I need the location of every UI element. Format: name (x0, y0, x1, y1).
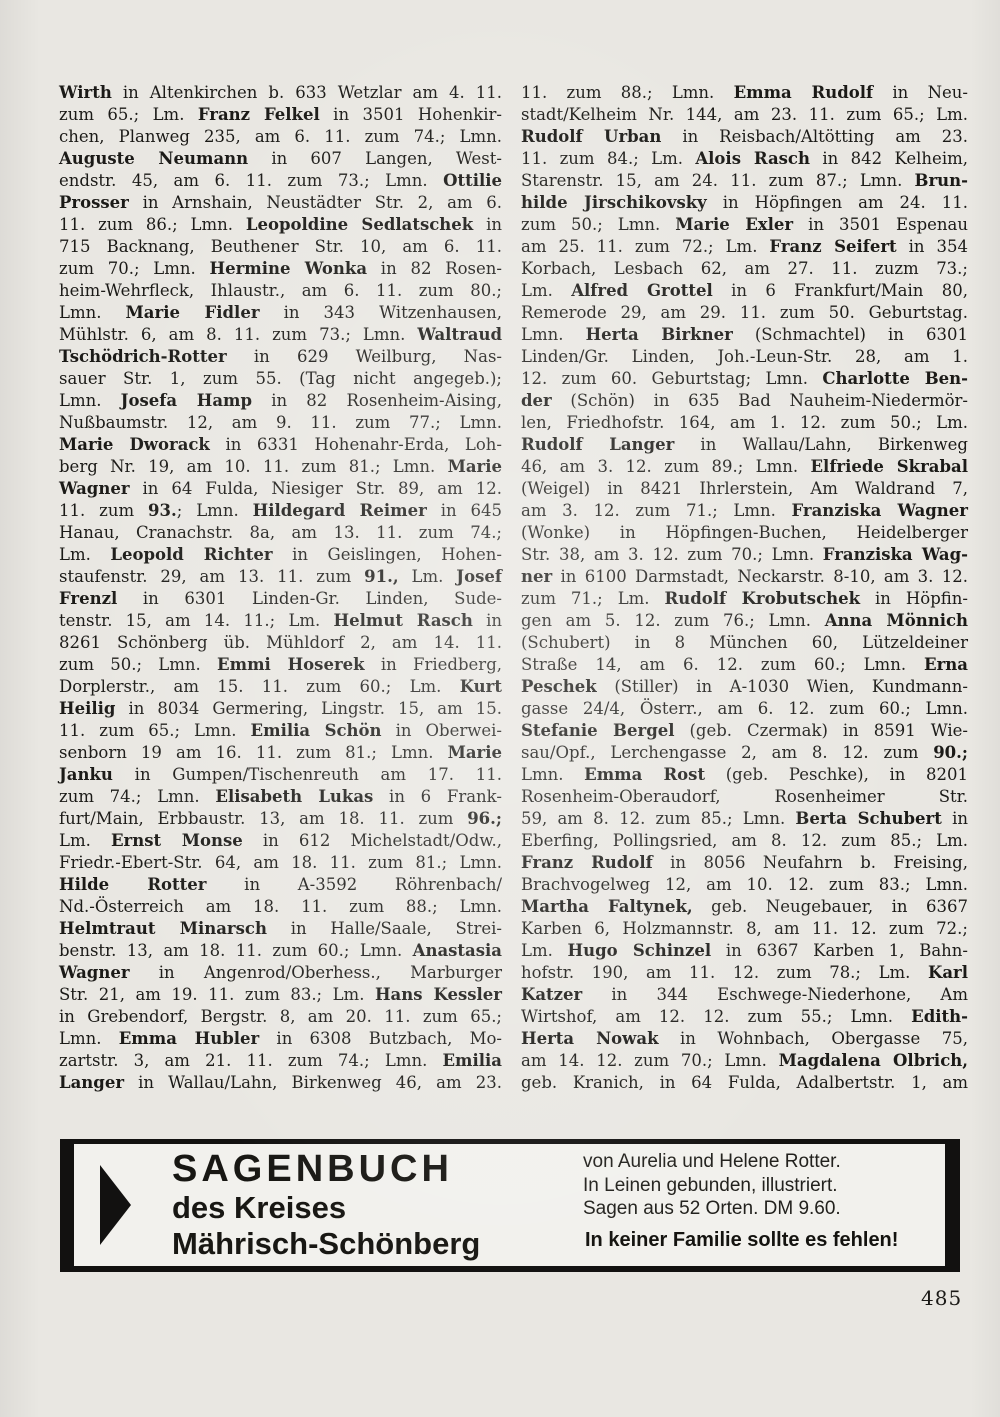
entry-line: Prosser in Arnshain, Neustädter Str. 2, am 6. (59, 193, 502, 212)
entry-line: zum 50.; Lmn. Marie Exler in 3501 Espenau (521, 215, 968, 234)
entry-line: ner in 6100 Darmstadt, Neckarstr. 8-10, am 3. 12. (521, 567, 968, 586)
entry-line: Brachvogelweg 12, am 10. 12. zum 83.; Lmn. (521, 875, 968, 894)
entry-line: Lm. Ernst Monse in 612 Michelstadt/Odw., (59, 831, 502, 850)
entry-line: Wirtshof, am 12. 12. zum 55.; Lmn. Edith- (521, 1007, 968, 1026)
entry-line: Franz Rudolf in 8056 Neufahrn b. Freising, (521, 853, 968, 872)
ad-info-line-2: In Leinen gebunden, illustriert. (583, 1174, 838, 1196)
entry-line: am 25. 11. zum 72.; Lm. Franz Seifert in 354 (521, 237, 969, 256)
entry-line: Martha Faltynek, geb. Neugebauer, in 6367 (521, 897, 969, 916)
entry-line: Str. 38, am 3. 12. zum 70.; Lmn. Franziska Wag- (521, 545, 968, 564)
entry-line: Friedr.-Ebert-Str. 64, am 18. 11. zum 81.; Lmn. (59, 853, 502, 872)
entry-line: furt/Main, Erbbaustr. 13, am 18. 11. zum 96.; (59, 809, 502, 828)
entry-line: tenstr. 15, am 14. 11.; Lm. Helmut Rasch in (59, 611, 502, 630)
advertisement-details (583, 1150, 841, 1221)
entry-line: Hilde Rotter in A-3592 Röhrenbach/ (59, 875, 502, 894)
entry-line: staufenstr. 29, am 13. 11. zum 91., Lm. Josef (59, 567, 502, 586)
entry-line: sauer Str. 1, zum 55. (Tag nicht angegeb.); (59, 369, 502, 388)
entry-line: chen, Planweg 235, am 6. 11. zum 74.; Lmn. (59, 127, 502, 146)
entry-line: 11. zum 93.; Lmn. Hildegard Reimer in 645 (59, 501, 502, 520)
entry-line: Rosenheim-Oberaudorf, Rosenheimer Str. (521, 787, 968, 806)
entry-line: Eberfing, Pollingsried, am 8. 12. zum 85.; Lm. (521, 831, 968, 850)
advertisement-box (60, 1139, 960, 1272)
entry-line: Lmn. Marie Fidler in 343 Witzenhausen, (59, 303, 502, 322)
entry-line: zum 71.; Lm. Rudolf Krobutschek in Höpfin- (521, 589, 968, 608)
page-number: 485 (921, 1286, 963, 1310)
entry-line: zum 74.; Lmn. Elisabeth Lukas in 6 Frank- (59, 787, 502, 806)
entry-line: sau/Opf., Lerchengasse 2, am 8. 12. zum 90.; (521, 743, 968, 762)
ad-info-line-1: von Aurelia und Helene Rotter. (583, 1151, 841, 1172)
entry-line: der (Schön) in 635 Bad Nauheim-Niedermör- (521, 391, 968, 410)
entry-line: berg Nr. 19, am 10. 11. zum 81.; Lmn. Marie (59, 457, 502, 476)
entry-line: Langer in Wallau/Lahn, Birkenweg 46, am 23. (59, 1073, 502, 1092)
entry-line: Nußbaumstr. 12, am 9. 11. zum 77.; Lmn. (59, 413, 502, 432)
entry-line: Heilig in 8034 Germering, Lingstr. 15, am 15. (59, 699, 502, 718)
entry-line: Frenzl in 6301 Linden-Gr. Linden, Sude- (59, 589, 502, 608)
entry-line: Mühlstr. 6, am 8. 11. zum 73.; Lmn. Waltraud (59, 325, 502, 344)
entry-line: senborn 19 am 16. 11. zum 81.; Lmn. Marie (59, 743, 502, 762)
entry-line: Lmn. Josefa Hamp in 82 Rosenheim-Aising, (59, 391, 502, 410)
entry-line: 12. zum 60. Geburtstag; Lmn. Charlotte Ben- (521, 369, 969, 388)
entry-line: geb. Kranich, in 64 Fulda, Adalbertstr. 1, am (521, 1073, 968, 1092)
ad-info-line-3: Sagen aus 52 Orten. DM 9.60. (583, 1198, 841, 1219)
entry-line: gasse 24/4, Österr., am 6. 12. zum 60.; Lmn. (521, 699, 968, 718)
text-column-left (59, 82, 502, 1094)
entry-line: 11. zum 65.; Lmn. Emilia Schön in Oberwei- (59, 721, 502, 740)
entry-line: in Grebendorf, Bergstr. 8, am 20. 11. zum 65.; (59, 1007, 502, 1026)
entry-line: Dorplerstr., am 15. 11. zum 60.; Lm. Kurt (59, 677, 502, 696)
entry-line: Stefanie Bergel (geb. Czermak) in 8591 Wie- (521, 721, 968, 740)
entry-line: Straße 14, am 6. 12. zum 60.; Lmn. Erna (521, 655, 968, 674)
entry-line: Rudolf Urban in Reisbach/Altötting am 23. (521, 127, 969, 146)
entry-line: gen am 5. 12. zum 76.; Lmn. Anna Mönnich (521, 611, 968, 630)
entry-line: Helmtraut Minarsch in Halle/Saale, Strei- (59, 919, 502, 938)
entry-line: (Weigel) in 8421 Ihrlerstein, Am Waldrand 7, (521, 479, 968, 498)
entry-line: (Wonke) in Höpfingen-Buchen, Heidelberger (521, 523, 968, 542)
entry-line: benstr. 13, am 18. 11. zum 60.; Lmn. Anastasia (59, 941, 502, 960)
entry-line: Str. 21, am 19. 11. zum 83.; Lm. Hans Kessler (59, 985, 502, 1004)
entry-line: 59, am 8. 12. zum 85.; Lmn. Berta Schubert in (521, 809, 968, 828)
entry-line: Karben 6, Holzmannstr. 8, am 11. 12. zum 72.; (521, 919, 968, 938)
entry-line: Wirth in Altenkirchen b. 633 Wetzlar am 4. 11. (59, 83, 502, 102)
entry-line: Marie Dworack in 6331 Hohenahr-Erda, Loh- (59, 435, 502, 454)
entry-line: zum 70.; Lmn. Hermine Wonka in 82 Rosen- (59, 259, 502, 278)
entry-line: Wagner in Angenrod/Oberhess., Marburger (59, 963, 502, 982)
advertisement-content (74, 1144, 945, 1266)
entry-line: Starenstr. 15, am 24. 11. zum 87.; Lmn. Brun- (521, 171, 968, 190)
entry-line: len, Friedhofstr. 164, am 1. 12. zum 50.; Lm. (521, 413, 968, 432)
entry-line: endstr. 45, am 6. 11. zum 73.; Lmn. Ottilie (59, 171, 502, 190)
entry-line: Janku in Gumpen/Tischenreuth am 17. 11. (59, 765, 502, 784)
advertisement-title (172, 1148, 480, 1262)
entry-line: am 14. 12. zum 70.; Lmn. Magdalena Olbrich, (521, 1051, 968, 1070)
entry-line: Wagner in 64 Fulda, Niesiger Str. 89, am 12. (59, 479, 502, 498)
entry-line: zum 50.; Lmn. Emmi Hoserek in Friedberg, (59, 655, 502, 674)
entry-line: zum 65.; Lm. Franz Felkel in 3501 Hohenkir- (59, 105, 502, 124)
entry-line: Katzer in 344 Eschwege-Niederhone, Am (521, 985, 968, 1004)
entry-line: Lm. Hugo Schinzel in 6367 Karben 1, Bahn- (521, 941, 969, 960)
entry-line: Hanau, Cranachstr. 8a, am 13. 11. zum 74.; (59, 523, 502, 542)
entry-line: zartstr. 3, am 21. 11. zum 74.; Lmn. Emilia (59, 1051, 502, 1070)
entry-line: 715 Backnang, Beuthener Str. 10, am 6. 11. (59, 237, 502, 256)
right-triangle-icon (100, 1165, 131, 1245)
entry-line: Lm. Alfred Grottel in 6 Frankfurt/Main 80, (521, 281, 969, 300)
entry-line: Korbach, Lesbach 62, am 27. 11. zuzm 73.; (521, 259, 968, 278)
ad-title-line-3: Mährisch-Schönberg (172, 1226, 481, 1261)
entry-line: Lmn. Emma Hubler in 6308 Butzbach, Mo- (59, 1029, 502, 1048)
entry-line: (Schubert) in 8 München 60, Lützeldeiner (521, 633, 968, 652)
entry-line: hofstr. 190, am 11. 12. zum 78.; Lm. Karl (521, 963, 968, 982)
entry-line: Rudolf Langer in Wallau/Lahn, Birkenweg (521, 435, 968, 454)
text-column-right (521, 82, 968, 1094)
entry-line: Auguste Neumann in 607 Langen, West- (59, 149, 502, 168)
entry-line: Lm. Leopold Richter in Geislingen, Hohen- (59, 545, 502, 564)
entry-line: 11. zum 88.; Lmn. Emma Rudolf in Neu- (521, 83, 968, 102)
entry-line: Linden/Gr. Linden, Joh.-Leun-Str. 28, am 1. (521, 347, 968, 366)
entry-line: Tschödrich-Rotter in 629 Weilburg, Nas- (59, 347, 502, 366)
entry-line: Herta Nowak in Wohnbach, Obergasse 75, (521, 1029, 968, 1048)
entry-line: stadt/Kelheim Nr. 144, am 23. 11. zum 65.; Lm. (521, 105, 968, 124)
entry-line: Lmn. Emma Rost (geb. Peschke), in 8201 (521, 765, 968, 784)
entry-line: Remerode 29, am 29. 11. zum 50. Geburtstag. (521, 303, 968, 322)
entry-line: 11. zum 86.; Lmn. Leopoldine Sedlatschek in (59, 215, 502, 234)
entry-line: am 3. 12. zum 71.; Lmn. Franziska Wagner (521, 501, 968, 520)
entry-line: heim-Wehrfleck, Ihlaustr., am 6. 11. zum 80.; (59, 281, 502, 300)
entry-line: Lmn. Herta Birkner (Schmachtel) in 6301 (521, 325, 968, 344)
entry-line: 8261 Schönberg üb. Mühldorf 2, am 14. 11. (59, 633, 502, 652)
entry-line: 46, am 3. 12. zum 89.; Lmn. Elfriede Skrabal (521, 457, 968, 476)
ad-title-line-2: des Kreises (172, 1190, 347, 1225)
advertisement-slogan: In keiner Familie sollte es fehlen! (585, 1229, 899, 1251)
entry-line: 11. zum 84.; Lm. Alois Rasch in 842 Kelheim, (521, 149, 968, 168)
entry-line: hilde Jirschikovsky in Höpfingen am 24. 11. (521, 193, 968, 212)
ad-title-line-1: SAGENBUCH (172, 1148, 453, 1190)
entry-line: Peschek (Stiller) in A-1030 Wien, Kundmann- (521, 677, 968, 696)
entry-line: Nd.-Österreich am 18. 11. zum 88.; Lmn. (59, 897, 502, 916)
